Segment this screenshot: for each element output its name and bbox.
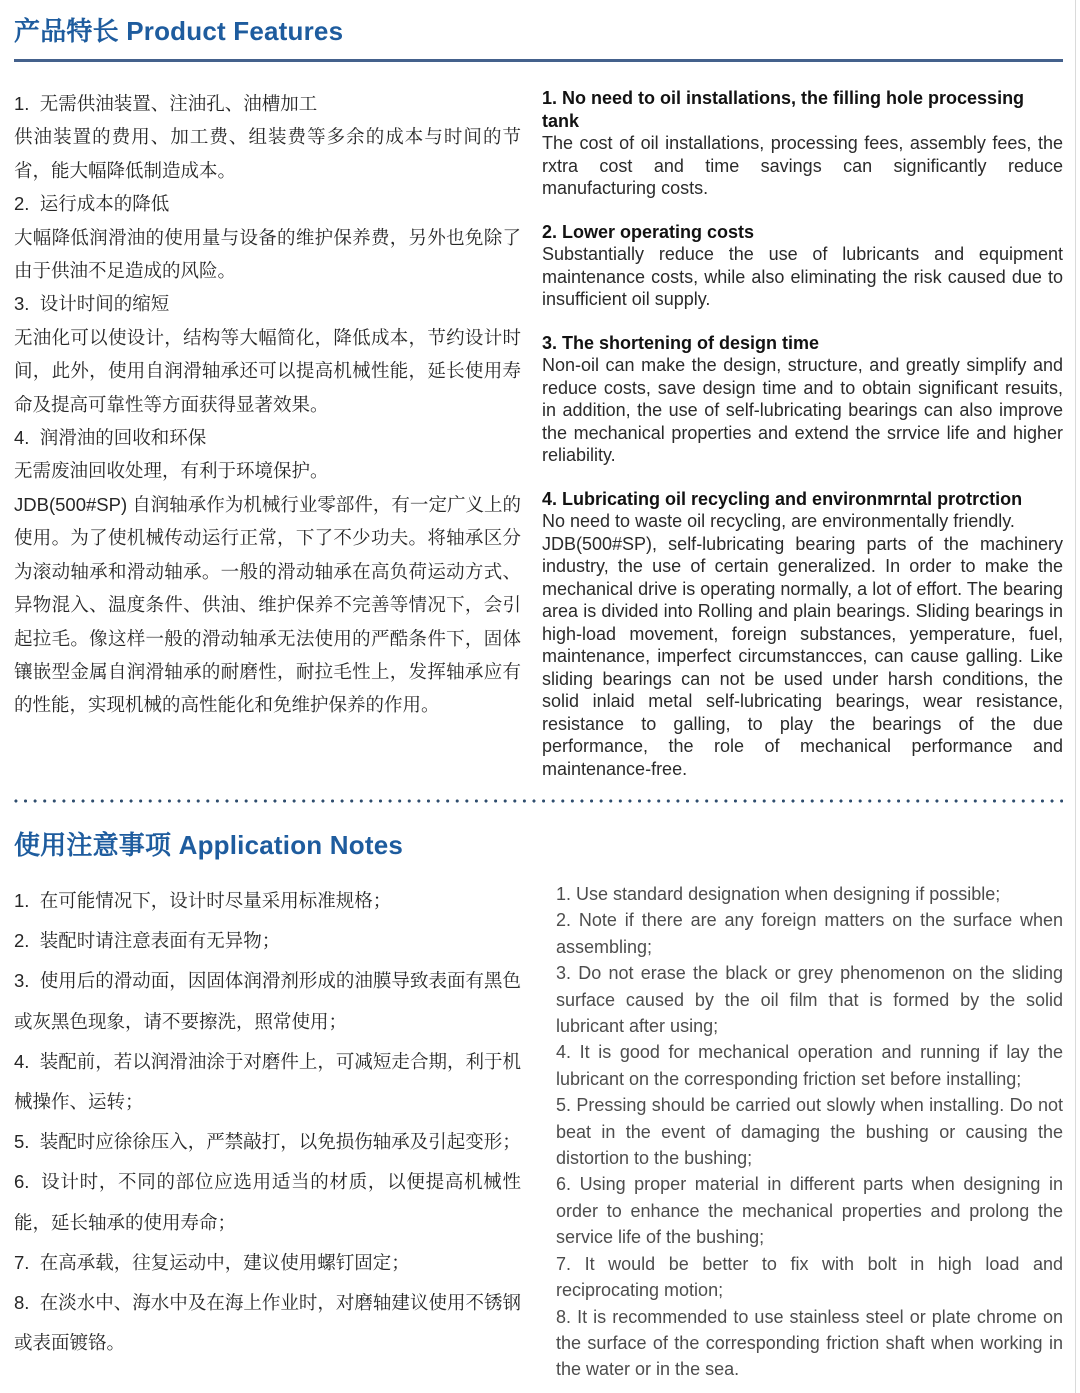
notes-columns [14,881,1063,1383]
notes-section-title: 使用注意事项 Application Notes [14,830,404,860]
dotted-divider [14,799,1063,803]
features-cn-item-3-body: 无油化可以使设计，结构等大幅简化，降低成本，节约设计时间，此外，使用自润滑轴承还可以提高机械性能，延长使用寿命及提高可靠性等方面获得显著效果。 [14,326,521,415]
features-cn-item-4-title: 4. 润滑油的回收和环保 [14,427,207,449]
notes-section-header [14,830,1063,860]
features-en-item-3-body: Non-oil can make the design, structure, and greatly simplify and reduce costs, save design time and to obtain significant resuits, in addition, the use of self-lubricating bearings can also improve the mechanical properties and extend the srrvice life and higher reliability. [542,355,1063,465]
notes-en-item-5: 5. Pressing should be carried out slowly when installing. Do not beat in the event of damaging the bushing or causing the distortion to the bushing; [556,1095,1063,1169]
features-en-item-3 [542,332,1063,467]
notes-cn-item-5: 5. 装配时应徐徐压入，严禁敲打，以免损伤轴承及引起变形； [14,1131,521,1153]
features-cn-item-1-body: 供油装置的费用、加工费、组装费等多余的成本与时间的节省，能大幅降低制造成本。 [14,126,521,181]
notes-en-item-8: 8. It is recommended to use stainless steel or plate chrome on the surface of the corresponding friction shaft when working in the water or in the sea. [556,1306,1063,1380]
features-cn-item-1-title: 1. 无需供油装置、注油孔、油槽加工 [14,93,318,114]
header-rule [14,59,1063,62]
notes-english-column [542,881,1063,1383]
notes-chinese-column [14,881,521,1383]
features-chinese-column [14,87,521,735]
notes-en-item-6: 6. Using proper material in different parts when designing in order to enhance the mechanical properties and prolong the service life of the bushing; [556,1174,1063,1248]
notes-en-item-1: 1. Use standard designation when designing if possible; [556,884,1001,904]
notes-cn-item-6: 6. 设计时，不同的部位应选用适当的材质，以便提高机械性能，延长轴承的使用寿命； [14,1171,521,1233]
features-cn-summary-paragraph: JDB(500#SP) 自润轴承作为机械行业零部件，有一定广义上的使用。为了使机械传动运行正常，下了不少功夫。将轴承区分为滚动轴承和滑动轴承。一般的滑动轴承在高负荷运动方式、异物混入、温度条件、供油、维护保养不完善等情况下，会引起拉毛。像这样一般的滑动轴承无法使用的严酷条件下，固体镶嵌型金属自润滑轴承的耐磨性，耐拉毛性上，发挥轴承应有的性能，实现机械的高性能化和免维护保养的作用。 [14,493,521,716]
notes-en-item-3: 3. Do not erase the black or grey phenomenon on the sliding surface caused by the oil film that is formed by the solid lubricant after using; [556,963,1063,1037]
features-cn-item-2-body: 大幅降低润滑油的使用量与设备的维护保养费，另外也免除了由于供油不足造成的风险。 [14,226,521,282]
notes-cn-item-1: 1. 在可能情况下，设计时尽量采用标准规格； [14,890,392,911]
features-cn-item-2-title: 2. 运行成本的降低 [14,193,170,215]
features-en-item-1 [542,87,1063,200]
features-en-item-2-heading: 2. Lower operating costs [542,221,755,242]
features-english-column [542,87,1063,779]
features-section-header [14,16,1063,62]
features-en-item-2-body: Substantially reduce the use of lubricants and equipment maintenance costs, while also eliminating the risk caused due to insufficient oil supply. [542,244,1063,309]
notes-cn-item-2: 2. 装配时请注意表面有无异物； [14,930,281,952]
features-en-item-4 [542,488,1063,781]
features-en-item-3-heading: 3. The shortening of design time [542,332,820,353]
notes-cn-item-4: 4. 装配前，若以润滑油涂于对磨件上，可减短走合期，利于机械操作、运转； [14,1050,521,1113]
notes-en-item-4: 4. It is good for mechanical operation and running if lay the lubricant on the corresponding friction set before installing; [556,1042,1063,1089]
features-section-title: 产品特长 Product Features [14,16,344,46]
features-columns [14,87,1063,779]
notes-cn-item-3: 3. 使用后的滑动面，因固体润滑剂形成的油膜导致表面有黑色或灰黑色现象，请不要擦洗，照常使用； [14,970,521,1032]
features-en-item-1-body: The cost of oil installations, processing fees, assembly fees, the rxtra cost and time savings can significantly reduce manufacturing costs. [542,133,1063,198]
features-cn-item-4-body: 无需废油回收处理，有利于环境保护。 [14,460,329,482]
notes-en-item-7: 7. It would be better to fix with bolt in high load and reciprocating motion; [556,1253,1063,1301]
features-en-item-4-body: No need to waste oil recycling, are environmentally friendly. [542,511,1015,531]
notes-en-item-2: 2. Note if there are any foreign matters on the surface when assembling; [556,910,1063,957]
features-en-item-2 [542,221,1063,311]
features-cn-item-3-title: 3. 设计时间的缩短 [14,293,170,315]
notes-cn-item-8: 8. 在淡水中、海水中及在海上作业时，对磨轴建议使用不锈钢或表面镀铬。 [14,1292,521,1354]
notes-cn-item-7: 7. 在高承载，往复运动中，建议使用螺钉固定； [14,1251,410,1273]
page-edge-line [1075,0,1076,1393]
features-en-item-1-heading: 1. No need to oil installations, the filling hole processing tank [542,88,1025,131]
features-en-item-4-body2: JDB(500#SP), self-lubricating bearing parts of the machinery industry, the use of certain generalized. In order to make the mechanical drive is operating normally, a lot of effort. The bearing area is divided into Rolling and plain bearings. Sliding bearings in high-load movement, foreign substances, yemperature, fuel, maintenance, imperfect circumstancces, can cause galling. Like sliding bearings can not be used under harsh conditions, the solid inlaid metal self-lubricating bearings, wear resistance, resistance to galling, to play the bearings of the due performance, the role of mechanical performance and maintenance-free. [542,533,1063,779]
features-en-item-4-heading: 4. Lubricating oil recycling and environmrntal protrction [542,488,1023,509]
